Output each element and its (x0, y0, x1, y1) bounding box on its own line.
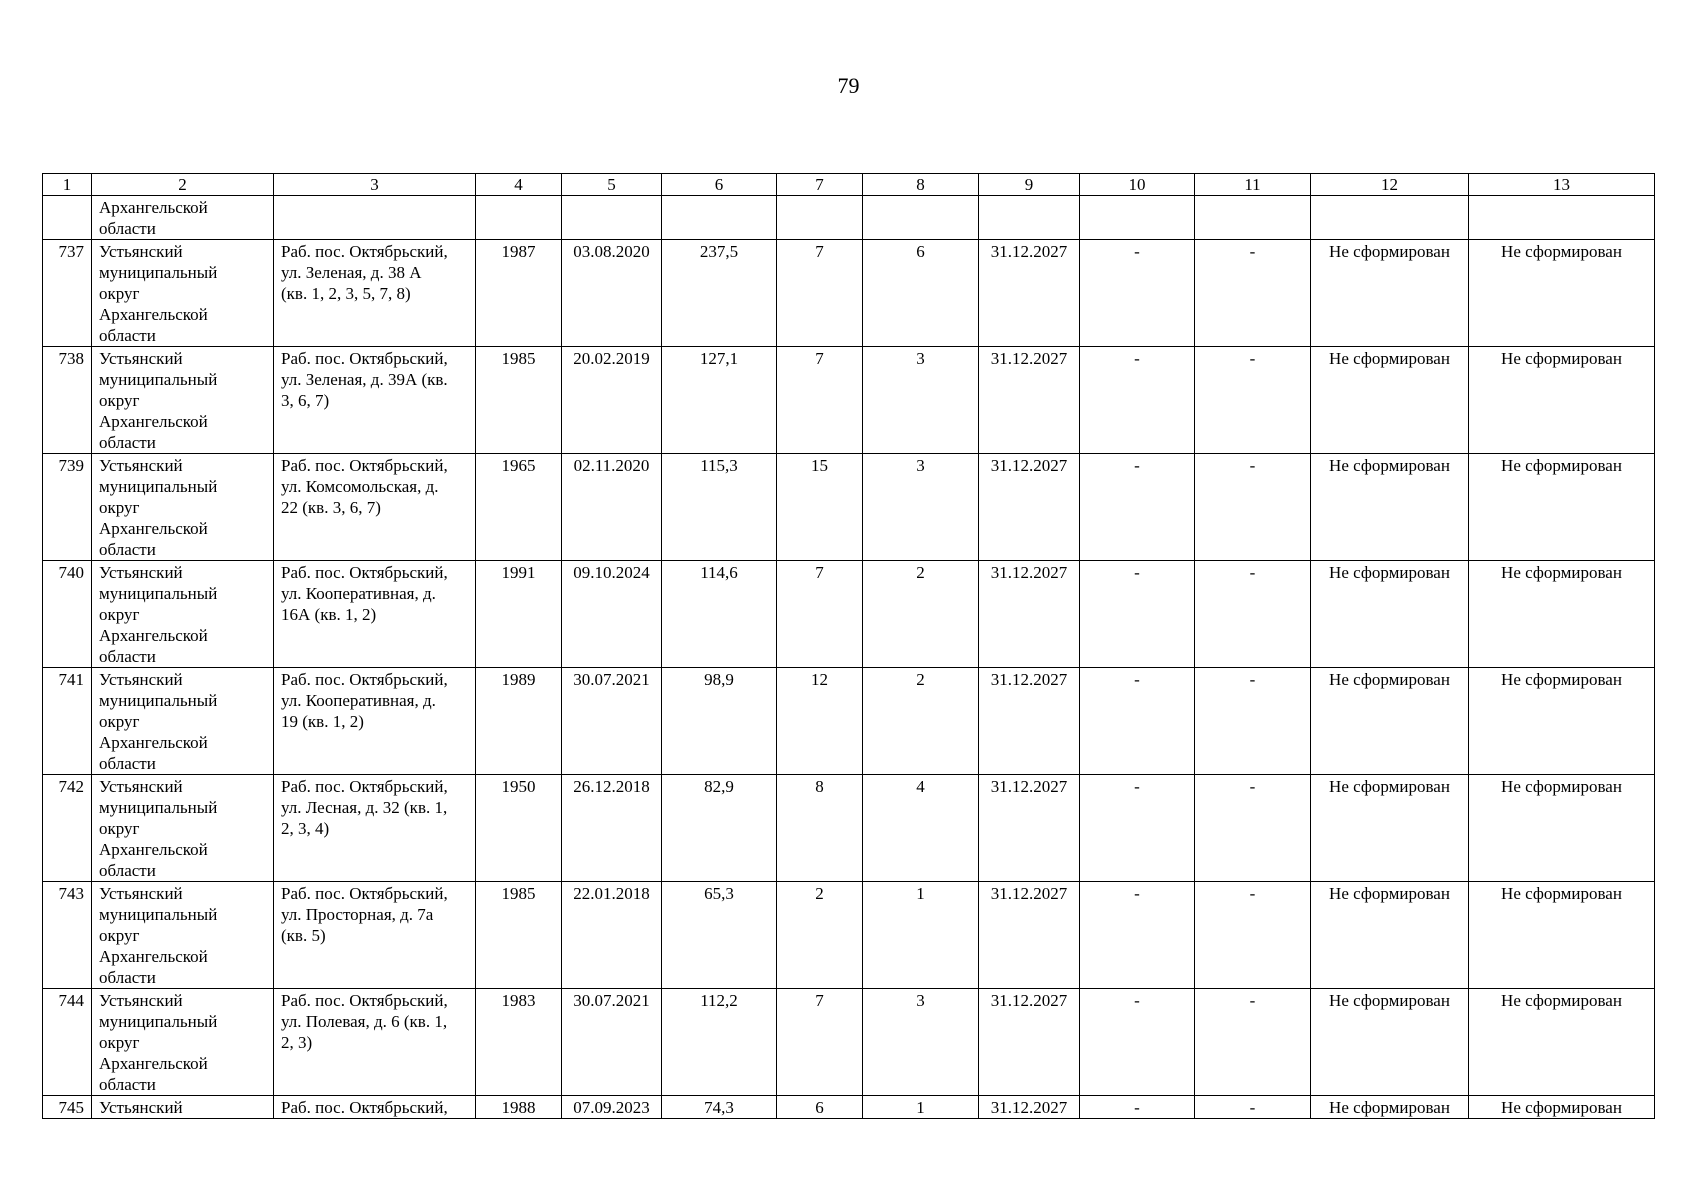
cell-construction-year: 1983 (476, 989, 562, 1096)
cell-col-13: Не сформирован (1469, 347, 1655, 454)
cell-municipality: Архангельской области (92, 196, 274, 240)
table-row (43, 240, 1655, 347)
cell-col-12: Не сформирован (1311, 1096, 1469, 1119)
table-row (43, 347, 1655, 454)
cell-address (274, 196, 476, 240)
cell-row-number: 739 (43, 454, 92, 561)
cell-col-11: - (1195, 240, 1311, 347)
cell-col-13: Не сформирован (1469, 561, 1655, 668)
cell-resettlement-deadline: 31.12.2027 (979, 454, 1080, 561)
table-body (43, 196, 1655, 1119)
table-row (43, 196, 1655, 240)
cell-municipality: Устьянский муниципальный округ Архангельской области (92, 454, 274, 561)
cell-municipality: Устьянский муниципальный округ Архангельской области (92, 775, 274, 882)
cell-recognition-date: 30.07.2021 (562, 989, 662, 1096)
cell-area: 98,9 (662, 668, 777, 775)
cell-construction-year: 1991 (476, 561, 562, 668)
column-header-3: 3 (274, 174, 476, 196)
cell-construction-year: 1950 (476, 775, 562, 882)
table-row (43, 668, 1655, 775)
cell-construction-year: 1989 (476, 668, 562, 775)
cell-col-10: - (1080, 989, 1195, 1096)
cell-area: 65,3 (662, 882, 777, 989)
cell-residents: 7 (777, 240, 863, 347)
cell-apartments: 2 (863, 668, 979, 775)
cell-apartments: 3 (863, 989, 979, 1096)
cell-residents: 7 (777, 561, 863, 668)
cell-col-13: Не сформирован (1469, 668, 1655, 775)
cell-address: Раб. пос. Октябрьский, ул. Лесная, д. 32 (кв. 1, 2, 3, 4) (274, 775, 476, 882)
cell-col-12: Не сформирован (1311, 561, 1469, 668)
cell-row-number: 743 (43, 882, 92, 989)
cell-col-11: - (1195, 347, 1311, 454)
table-row (43, 882, 1655, 989)
cell-residents: 6 (777, 1096, 863, 1119)
cell-recognition-date: 20.02.2019 (562, 347, 662, 454)
cell-residents: 2 (777, 882, 863, 989)
cell-address: Раб. пос. Октябрьский, ул. Полевая, д. 6 (кв. 1, 2, 3) (274, 989, 476, 1096)
cell-col-12: Не сформирован (1311, 668, 1469, 775)
cell-resettlement-deadline: 31.12.2027 (979, 668, 1080, 775)
cell-apartments: 6 (863, 240, 979, 347)
cell-apartments: 2 (863, 561, 979, 668)
cell-col-12 (1311, 196, 1469, 240)
cell-row-number: 742 (43, 775, 92, 882)
cell-apartments (863, 196, 979, 240)
cell-col-11: - (1195, 989, 1311, 1096)
cell-col-10: - (1080, 240, 1195, 347)
cell-apartments: 4 (863, 775, 979, 882)
cell-col-12: Не сформирован (1311, 454, 1469, 561)
cell-col-13: Не сформирован (1469, 882, 1655, 989)
cell-address: Раб. пос. Октябрьский, ул. Кооперативная, д. 16А (кв. 1, 2) (274, 561, 476, 668)
cell-area: 82,9 (662, 775, 777, 882)
cell-area: 115,3 (662, 454, 777, 561)
cell-municipality: Устьянский (92, 1096, 274, 1119)
cell-row-number: 737 (43, 240, 92, 347)
cell-apartments: 1 (863, 1096, 979, 1119)
cell-construction-year: 1985 (476, 347, 562, 454)
cell-recognition-date: 30.07.2021 (562, 668, 662, 775)
cell-resettlement-deadline: 31.12.2027 (979, 240, 1080, 347)
cell-col-10: - (1080, 561, 1195, 668)
cell-area: 112,2 (662, 989, 777, 1096)
cell-row-number: 745 (43, 1096, 92, 1119)
column-header-12: 12 (1311, 174, 1469, 196)
cell-col-11: - (1195, 668, 1311, 775)
cell-municipality: Устьянский муниципальный округ Архангельской области (92, 668, 274, 775)
cell-col-10: - (1080, 775, 1195, 882)
cell-recognition-date: 09.10.2024 (562, 561, 662, 668)
cell-resettlement-deadline (979, 196, 1080, 240)
cell-col-10 (1080, 196, 1195, 240)
cell-area: 114,6 (662, 561, 777, 668)
cell-municipality: Устьянский муниципальный округ Архангельской области (92, 561, 274, 668)
cell-construction-year: 1987 (476, 240, 562, 347)
cell-construction-year (476, 196, 562, 240)
housing-register-table (42, 173, 1655, 1119)
cell-apartments: 3 (863, 347, 979, 454)
cell-address: Раб. пос. Октябрьский, ул. Зеленая, д. 39А (кв. 3, 6, 7) (274, 347, 476, 454)
cell-municipality: Устьянский муниципальный округ Архангельской области (92, 989, 274, 1096)
cell-row-number (43, 196, 92, 240)
cell-construction-year: 1965 (476, 454, 562, 561)
cell-municipality: Устьянский муниципальный округ Архангельской области (92, 240, 274, 347)
cell-col-11: - (1195, 775, 1311, 882)
cell-address: Раб. пос. Октябрьский, (274, 1096, 476, 1119)
cell-resettlement-deadline: 31.12.2027 (979, 347, 1080, 454)
column-header-9: 9 (979, 174, 1080, 196)
cell-recognition-date: 02.11.2020 (562, 454, 662, 561)
cell-address: Раб. пос. Октябрьский, ул. Зеленая, д. 38 А (кв. 1, 2, 3, 5, 7, 8) (274, 240, 476, 347)
column-header-7: 7 (777, 174, 863, 196)
column-header-2: 2 (92, 174, 274, 196)
cell-recognition-date: 22.01.2018 (562, 882, 662, 989)
cell-resettlement-deadline: 31.12.2027 (979, 1096, 1080, 1119)
cell-construction-year: 1985 (476, 882, 562, 989)
column-number-header-row (43, 174, 1655, 196)
cell-col-11: - (1195, 882, 1311, 989)
cell-residents: 7 (777, 347, 863, 454)
cell-apartments: 1 (863, 882, 979, 989)
cell-col-13: Не сформирован (1469, 454, 1655, 561)
column-header-5: 5 (562, 174, 662, 196)
cell-row-number: 738 (43, 347, 92, 454)
cell-col-12: Не сформирован (1311, 775, 1469, 882)
cell-residents: 15 (777, 454, 863, 561)
table-row (43, 454, 1655, 561)
cell-col-10: - (1080, 882, 1195, 989)
cell-residents: 8 (777, 775, 863, 882)
cell-col-13: Не сформирован (1469, 240, 1655, 347)
cell-row-number: 741 (43, 668, 92, 775)
cell-col-11 (1195, 196, 1311, 240)
column-header-13: 13 (1469, 174, 1655, 196)
cell-resettlement-deadline: 31.12.2027 (979, 775, 1080, 882)
cell-area (662, 196, 777, 240)
cell-residents (777, 196, 863, 240)
cell-col-12: Не сформирован (1311, 240, 1469, 347)
cell-address: Раб. пос. Октябрьский, ул. Кооперативная, д. 19 (кв. 1, 2) (274, 668, 476, 775)
cell-col-13: Не сформирован (1469, 775, 1655, 882)
cell-recognition-date (562, 196, 662, 240)
cell-col-10: - (1080, 668, 1195, 775)
cell-address: Раб. пос. Октябрьский, ул. Комсомольская, д. 22 (кв. 3, 6, 7) (274, 454, 476, 561)
cell-resettlement-deadline: 31.12.2027 (979, 989, 1080, 1096)
cell-col-11: - (1195, 1096, 1311, 1119)
cell-recognition-date: 26.12.2018 (562, 775, 662, 882)
cell-col-12: Не сформирован (1311, 882, 1469, 989)
cell-col-11: - (1195, 561, 1311, 668)
cell-recognition-date: 07.09.2023 (562, 1096, 662, 1119)
cell-municipality: Устьянский муниципальный округ Архангельской области (92, 882, 274, 989)
page-number: 79 (837, 73, 860, 98)
cell-recognition-date: 03.08.2020 (562, 240, 662, 347)
cell-col-10: - (1080, 1096, 1195, 1119)
cell-col-11: - (1195, 454, 1311, 561)
column-header-10: 10 (1080, 174, 1195, 196)
cell-area: 127,1 (662, 347, 777, 454)
table-row (43, 1096, 1655, 1119)
table-row (43, 561, 1655, 668)
column-header-11: 11 (1195, 174, 1311, 196)
table-row (43, 989, 1655, 1096)
cell-municipality: Устьянский муниципальный округ Архангельской области (92, 347, 274, 454)
cell-row-number: 744 (43, 989, 92, 1096)
cell-col-10: - (1080, 347, 1195, 454)
column-header-1: 1 (43, 174, 92, 196)
cell-col-13: Не сформирован (1469, 989, 1655, 1096)
cell-col-10: - (1080, 454, 1195, 561)
column-header-4: 4 (476, 174, 562, 196)
cell-col-12: Не сформирован (1311, 347, 1469, 454)
cell-resettlement-deadline: 31.12.2027 (979, 882, 1080, 989)
table-row (43, 775, 1655, 882)
cell-residents: 7 (777, 989, 863, 1096)
cell-col-12: Не сформирован (1311, 989, 1469, 1096)
cell-area: 74,3 (662, 1096, 777, 1119)
cell-construction-year: 1988 (476, 1096, 562, 1119)
cell-apartments: 3 (863, 454, 979, 561)
cell-address: Раб. пос. Октябрьский, ул. Просторная, д. 7а (кв. 5) (274, 882, 476, 989)
cell-resettlement-deadline: 31.12.2027 (979, 561, 1080, 668)
cell-row-number: 740 (43, 561, 92, 668)
cell-area: 237,5 (662, 240, 777, 347)
column-header-6: 6 (662, 174, 777, 196)
column-header-8: 8 (863, 174, 979, 196)
cell-col-13: Не сформирован (1469, 1096, 1655, 1119)
cell-residents: 12 (777, 668, 863, 775)
cell-col-13 (1469, 196, 1655, 240)
